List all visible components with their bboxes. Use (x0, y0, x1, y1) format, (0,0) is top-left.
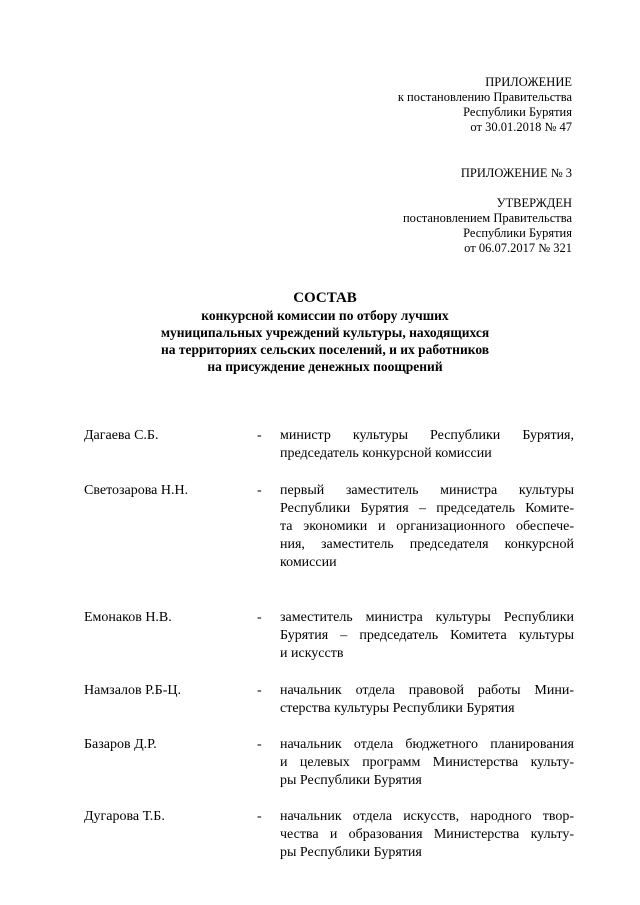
appendix-header-line: от 30.01.2018 № 47 (470, 120, 572, 134)
appendix-header-line: Республики Бурятия (463, 105, 572, 119)
member-name: Базаров Д.Р. (84, 737, 157, 752)
member-role-line: чества и образования Министерства культу- (280, 827, 574, 842)
approved-line: постановлением Правительства (402, 211, 572, 225)
commission-members-list (84, 427, 574, 868)
title-line: муниципальных учреждений культуры, находящихся (160, 325, 490, 340)
title-line: на присуждение денежных поощрений (207, 359, 443, 374)
member-dash: - (257, 428, 262, 443)
document-title (80, 289, 570, 375)
member-name: Емонаков Н.В. (84, 610, 172, 625)
member-name: Дагаева С.Б. (84, 428, 159, 443)
member-role-line: ния, заместитель председателя конкурсной (280, 537, 574, 552)
member-role (280, 609, 574, 663)
member-role-line: и целевых программ Министерства культу- (280, 755, 574, 770)
appendix-header (398, 75, 572, 135)
member-role-line: ры Республики Бурятия (280, 845, 422, 860)
member-entry (84, 609, 574, 682)
approved-line: Республики Бурятия (463, 226, 572, 240)
member-role-line: начальник отдела правовой работы Мини- (280, 683, 574, 698)
member-role (280, 482, 574, 572)
member-dash: - (257, 737, 262, 752)
member-role (280, 682, 574, 718)
member-role-line: председатель конкурсной комиссии (280, 446, 492, 461)
member-role-line: заместитель министра культуры Республики (280, 610, 574, 625)
approved-line: УТВЕРЖДЕН (496, 196, 572, 210)
title-line: на территориях сельских поселений, и их работников (160, 342, 490, 357)
member-entry (84, 736, 574, 808)
member-role (280, 736, 574, 790)
member-role-line: комиссии (280, 555, 337, 570)
member-entry (84, 427, 574, 482)
approved-line: от 06.07.2017 № 321 (464, 241, 572, 255)
member-dash: - (257, 610, 262, 625)
title-line: конкурсной комиссии по отбору лучших (201, 308, 449, 323)
member-entry (84, 482, 574, 609)
member-name: Намзалов Р.Б-Ц. (84, 683, 181, 698)
member-dash: - (257, 809, 262, 824)
appendix-number-text: ПРИЛОЖЕНИЕ № 3 (460, 166, 572, 180)
member-entry (84, 682, 574, 736)
member-role-line: Бурятия – председатель Комитета культуры (280, 628, 574, 643)
member-role-line: начальник отдела бюджетного планирования (280, 737, 574, 752)
member-role-line: министр культуры Республики Бурятия, (280, 428, 574, 443)
title-heading: СОСТАВ (293, 290, 357, 306)
member-entry (84, 808, 574, 868)
member-role-line: и искусств (280, 646, 344, 661)
member-name: Светозарова Н.Н. (84, 483, 189, 498)
appendix-number (461, 166, 572, 181)
member-role-line: первый заместитель министра культуры (280, 483, 574, 498)
member-role-line: ры Республики Бурятия (280, 773, 422, 788)
member-role-line: та экономики и организационного обеспече- (280, 519, 574, 534)
member-name: Дугарова Т.Б. (84, 809, 165, 824)
approved-block (403, 196, 572, 256)
member-role (280, 808, 574, 862)
member-role (280, 427, 574, 463)
appendix-header-line: ПРИЛОЖЕНИЕ (485, 75, 572, 89)
member-role-line: начальник отдела искусств, народного твор- (280, 809, 574, 824)
member-dash: - (257, 483, 262, 498)
appendix-header-line: к постановлению Правительства (397, 90, 572, 104)
member-role-line: стерства культуры Республики Бурятия (280, 701, 515, 716)
member-role-line: Республики Бурятия – председатель Комите- (280, 501, 574, 516)
member-dash: - (257, 683, 262, 698)
